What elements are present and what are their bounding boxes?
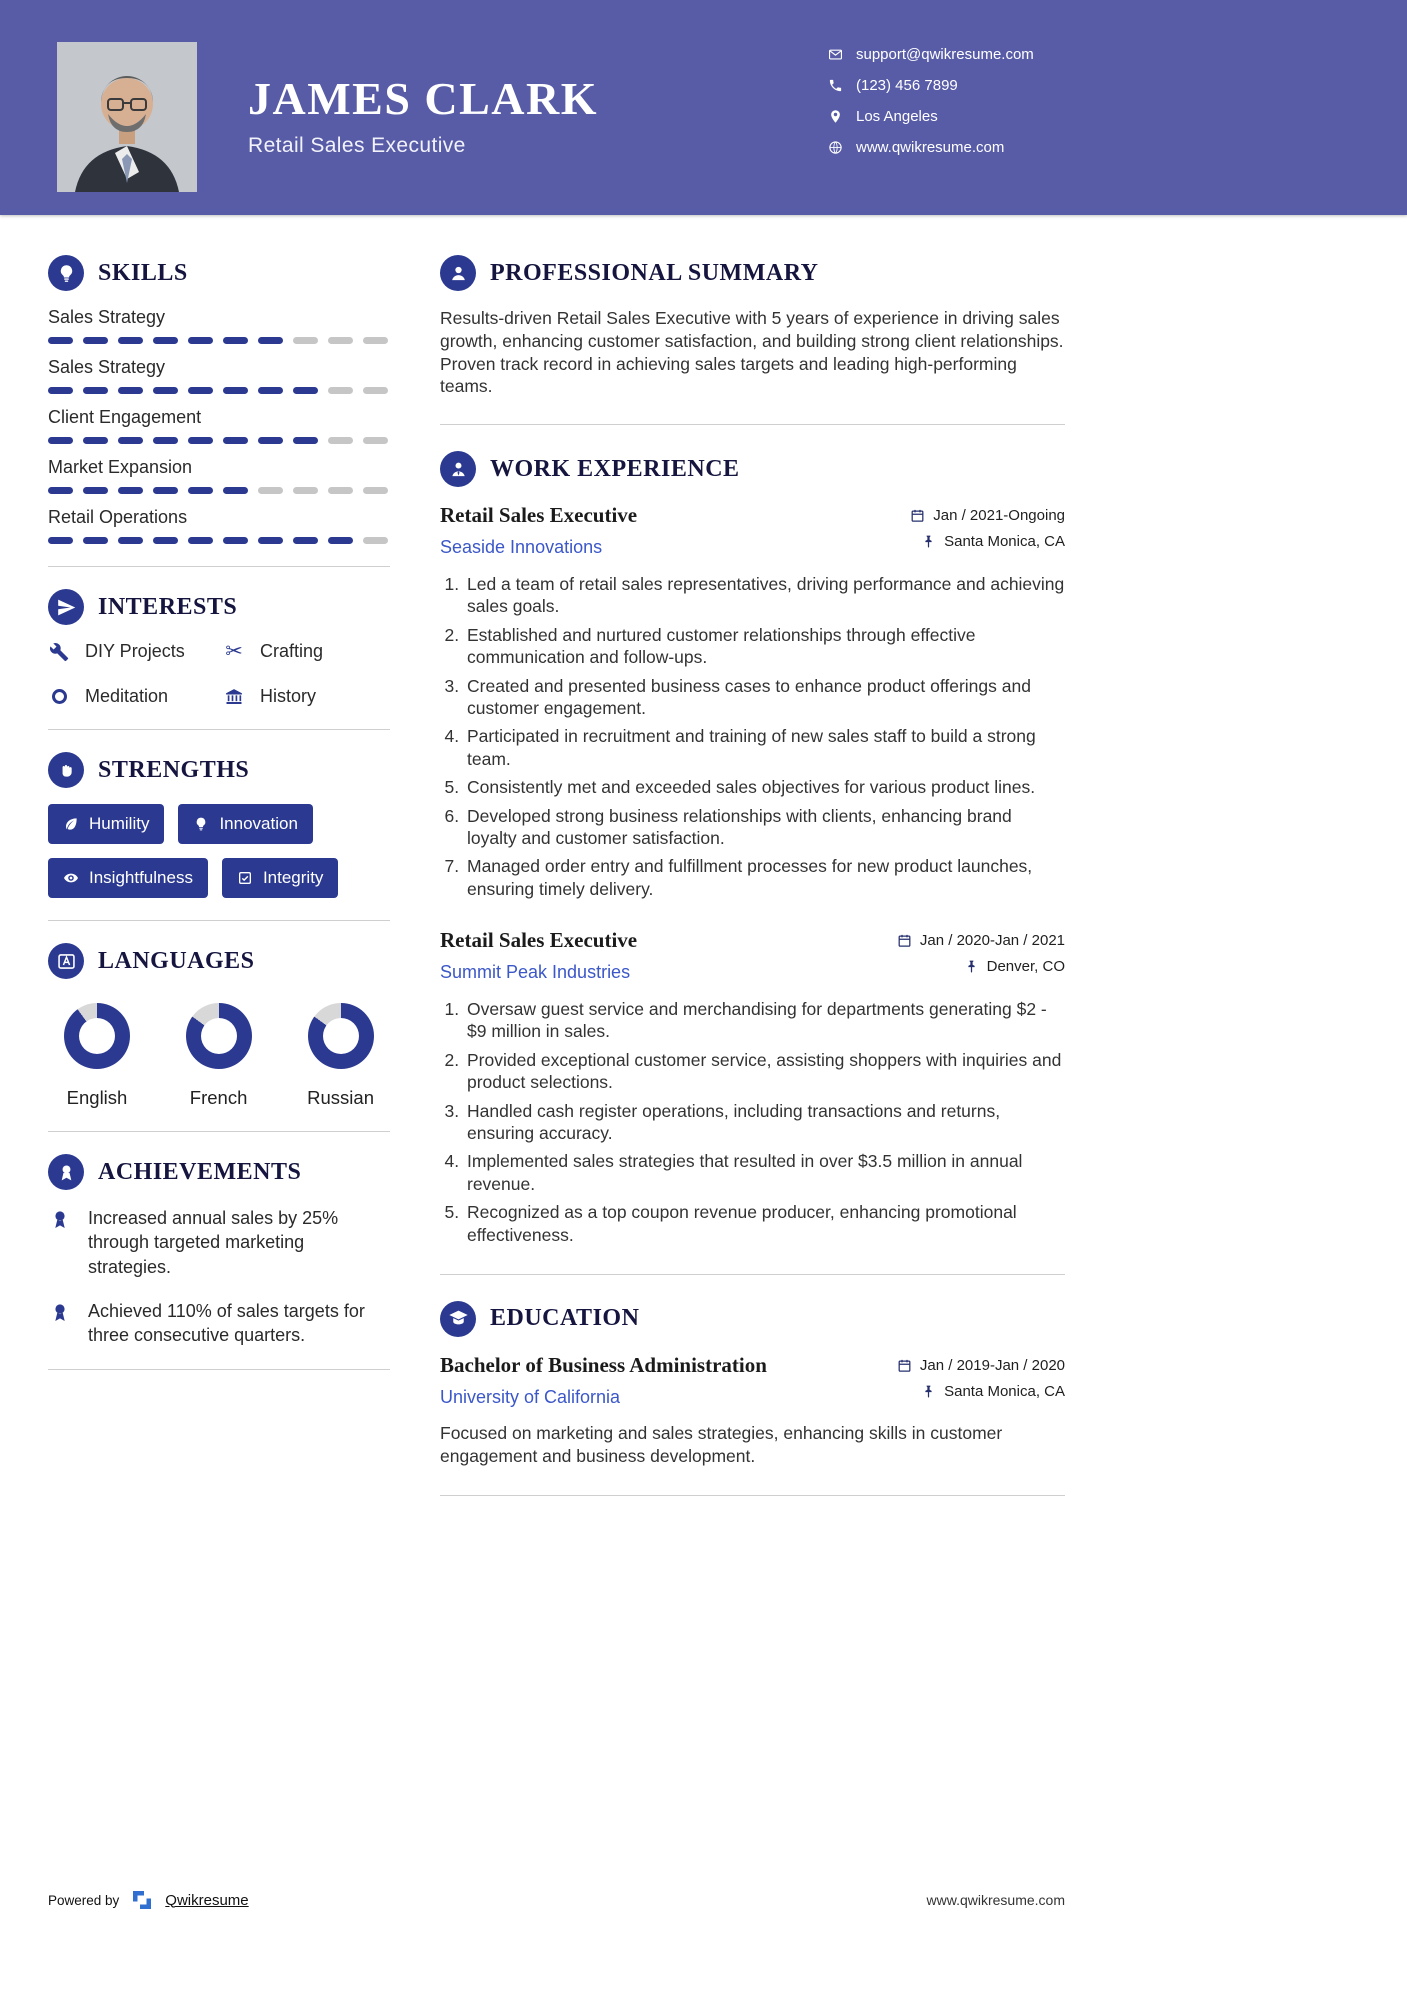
job-meta [910, 507, 1065, 550]
divider [440, 1274, 1065, 1275]
location-icon [828, 109, 843, 124]
contact-email-text: support@qwikresume.com [856, 46, 1034, 63]
strength-label: Innovation [219, 814, 298, 833]
education-title-block [440, 1353, 767, 1408]
skill-dash [48, 537, 73, 544]
skill-dash [48, 387, 73, 394]
skill-dash [363, 337, 388, 344]
language-label: English [66, 1087, 128, 1108]
person-icon [440, 255, 476, 291]
achievement-medal-icon [48, 1299, 72, 1325]
globe-icon [828, 140, 843, 155]
skill-dash [363, 387, 388, 394]
contact-phone [828, 77, 1034, 94]
achievement-medal-icon [48, 1206, 72, 1232]
divider [48, 566, 390, 567]
achievement-item [48, 1206, 390, 1279]
job-bullet: 1. Led a team of retail sales representatives, driving performance and achieving sales goals. [464, 573, 1065, 618]
medal-icon [48, 1154, 84, 1190]
skill-item [48, 457, 390, 494]
interest-item [48, 641, 215, 662]
graduation-cap-icon [440, 1301, 476, 1337]
job-bullet: 5. Consistently met and exceeded sales objectives for various product lines. [464, 776, 1065, 798]
skill-item [48, 407, 390, 444]
achievements-list [48, 1206, 390, 1347]
job-header [440, 503, 1065, 558]
skill-dash [258, 437, 283, 444]
skill-dash [328, 537, 353, 544]
skill-dash [188, 337, 213, 344]
job-location: Santa Monica, CA [944, 533, 1065, 550]
skill-dash [188, 537, 213, 544]
language-donut [64, 1003, 130, 1069]
skill-label: Sales Strategy [48, 307, 166, 327]
qwikresume-logo[interactable] [130, 1888, 154, 1912]
skill-dash [118, 387, 143, 394]
job-dates: Jan / 2020-Jan / 2021 [919, 932, 1065, 950]
contact-location [828, 108, 1034, 125]
contact-list [828, 46, 1034, 156]
footer-website: www.qwikresume.com [926, 1892, 1065, 1908]
languages-list [48, 995, 390, 1109]
job-dates-row [897, 932, 1065, 949]
skill-dash [328, 337, 353, 344]
scissors-icon: ✂ [225, 640, 243, 663]
skill-dash [83, 437, 108, 444]
divider [48, 920, 390, 921]
skill-dash [223, 487, 248, 494]
language-label: French [189, 1087, 248, 1108]
email-icon [828, 47, 843, 62]
eye-icon [63, 870, 79, 886]
skill-dash [153, 337, 178, 344]
skill-dash [293, 337, 318, 344]
calendar-icon [910, 508, 925, 523]
languages-section-heading [48, 943, 390, 979]
skill-level-bar [48, 487, 390, 494]
school-link[interactable]: University of California [440, 1386, 621, 1407]
lightbulb-icon [48, 255, 84, 291]
job-title-block [440, 928, 637, 983]
ring-icon [48, 689, 70, 704]
calendar-icon [897, 933, 912, 948]
education-title: EDUCATION [490, 1305, 640, 1332]
skill-dash [153, 487, 178, 494]
education-section-heading [440, 1301, 1065, 1337]
summary-text: Results-driven Retail Sales Executive with 5 years of experience in driving sales growth, enhancing customer satisfaction, and building strong client relationships. Proven track record in achieving sales targets and leading high-performing teams. [440, 308, 1064, 397]
strength-label: Insightfulness [89, 868, 193, 887]
skill-dash [258, 387, 283, 394]
job-bullet: 3. Handled cash register operations, including transactions and returns, ensuring accuracy. [464, 1100, 1065, 1145]
achievements-section-heading [48, 1154, 390, 1190]
skill-level-bar [48, 537, 390, 544]
pin-icon [921, 534, 936, 549]
skill-label: Client Engagement [48, 407, 202, 427]
profile-photo [57, 42, 197, 192]
skill-dash [223, 387, 248, 394]
job-bullet: 6. Developed strong business relationships with clients, enhancing brand loyalty and customer satisfaction. [464, 805, 1065, 850]
skill-level-bar [48, 337, 390, 344]
education-location-row [897, 1383, 1065, 1400]
left-column [48, 255, 390, 1522]
skill-label: Sales Strategy [48, 357, 166, 377]
skill-dash [188, 487, 213, 494]
divider [440, 424, 1065, 425]
job-bullet: 2. Provided exceptional customer service, assisting shoppers with inquiries and product selections. [464, 1049, 1065, 1094]
identity-block [248, 72, 598, 158]
summary-section-heading [440, 255, 1065, 291]
person-tie-icon [440, 451, 476, 487]
skill-dash [363, 437, 388, 444]
job-company-link[interactable]: Seaside Innovations [440, 537, 603, 557]
job-title: Retail Sales Executive [440, 503, 638, 527]
job-title: Retail Sales Executive [440, 928, 638, 953]
degree-title: Bachelor of Business Administration [440, 1352, 767, 1377]
skill-dash [328, 487, 353, 494]
skills-list [48, 307, 390, 544]
contact-website-text: www.qwikresume.com [856, 139, 1005, 156]
powered-by-block [48, 1888, 249, 1912]
phone-icon [828, 78, 843, 93]
bulb-icon [193, 816, 209, 832]
languages-title: LANGUAGES [98, 947, 255, 974]
powered-by-label: Powered by [48, 1892, 120, 1908]
achievement-text: Achieved 110% of sales targets for three consecutive quarters. [88, 1300, 365, 1346]
skill-item [48, 357, 390, 394]
skill-dash [293, 387, 318, 394]
skills-title: SKILLS [98, 259, 188, 286]
contact-location-text: Los Angeles [856, 108, 938, 125]
skill-item [48, 307, 390, 344]
check-square-icon [237, 870, 253, 886]
skill-dash [118, 487, 143, 494]
job-bullet: 4. Implemented sales strategies that resulted in over $3.5 million in annual revenue. [464, 1150, 1065, 1195]
skill-dash [363, 537, 388, 544]
translate-icon [48, 943, 84, 979]
education-dates-row [897, 1357, 1065, 1374]
contact-phone-text: (123) 456 7899 [856, 77, 958, 94]
experience-section-heading [440, 451, 1065, 487]
job-bullet: 4. Participated in recruitment and training of new sales staff to build a strong team. [464, 725, 1065, 770]
language-item [307, 1003, 374, 1109]
interest-label: Crafting [260, 641, 324, 661]
job-bullet: 3. Created and presented business cases to enhance product offerings and customer engagement. [464, 675, 1065, 720]
leaf-icon [63, 816, 79, 832]
skill-dash [118, 537, 143, 544]
skill-level-bar [48, 387, 390, 394]
skill-dash [83, 537, 108, 544]
skill-label: Market Expansion [48, 457, 193, 477]
pin-icon [964, 959, 979, 974]
skill-dash [153, 537, 178, 544]
skill-label: Retail Operations [48, 507, 188, 527]
interest-item [223, 686, 390, 707]
skill-dash [293, 537, 318, 544]
language-donut [186, 1003, 252, 1069]
skill-dash [258, 337, 283, 344]
skill-dash [83, 487, 108, 494]
profile-photo-image [57, 42, 197, 192]
skill-dash [153, 387, 178, 394]
education-dates: Jan / 2019-Jan / 2020 [919, 1356, 1065, 1374]
skill-dash [118, 337, 143, 344]
skill-dash [48, 437, 73, 444]
job-meta [897, 932, 1065, 975]
calendar-icon [897, 1358, 912, 1373]
interest-label: DIY Projects [85, 641, 185, 661]
skill-level-bar [48, 437, 390, 444]
skill-dash [48, 337, 73, 344]
education-description: Focused on marketing and sales strategies, enhancing skills in customer engagement and business development. [440, 1422, 1003, 1466]
job-entry [440, 928, 1065, 1246]
paper-plane-icon [48, 589, 84, 625]
skill-dash [48, 487, 73, 494]
achievements-title: ACHIEVEMENTS [98, 1158, 302, 1185]
experience-title: WORK EXPERIENCE [490, 455, 740, 482]
interests-list [48, 641, 390, 707]
strength-pill [222, 858, 338, 898]
achievement-text: Increased annual sales by 25% through targeted marketing strategies. [88, 1208, 339, 1277]
education-header [440, 1353, 1065, 1408]
job-bullet: 1. Oversaw guest service and merchandising for departments generating $2 - $9 million in sales. [464, 998, 1065, 1043]
skill-dash [188, 387, 213, 394]
job-location-row [897, 958, 1065, 975]
education-meta [897, 1357, 1065, 1400]
education-entry [440, 1353, 1065, 1468]
divider [48, 1131, 390, 1132]
education-location: Santa Monica, CA [944, 1382, 1065, 1400]
job-location-row [910, 533, 1065, 550]
interest-label: History [260, 686, 317, 706]
interest-item [223, 641, 390, 662]
job-location: Denver, CO [986, 958, 1065, 976]
fist-icon [48, 752, 84, 788]
job-bullet-list [440, 998, 1065, 1246]
skill-dash [83, 387, 108, 394]
language-donut [308, 1003, 374, 1069]
skill-dash [223, 537, 248, 544]
skill-dash [258, 487, 283, 494]
job-bullet: 2. Established and nurtured customer relationships through effective communication and follow-ups. [464, 624, 1065, 669]
qwikresume-link[interactable]: Qwikresume [165, 1891, 249, 1909]
skill-dash [153, 437, 178, 444]
person-title: Retail Sales Executive [248, 134, 466, 157]
contact-email[interactable] [828, 46, 1034, 63]
summary-title: PROFESSIONAL SUMMARY [490, 259, 819, 286]
skill-dash [83, 337, 108, 344]
job-dates: Jan / 2021-Ongoing [933, 507, 1065, 524]
skill-dash [363, 487, 388, 494]
interest-label: Meditation [85, 686, 169, 706]
job-entry [440, 503, 1065, 900]
job-bullet: 5. Recognized as a top coupon revenue producer, enhancing promotional effectiveness. [464, 1201, 1065, 1246]
strengths-title: STRENGTHS [98, 756, 250, 783]
pin-icon [921, 1384, 936, 1399]
right-column [440, 255, 1065, 1522]
strength-pill [48, 858, 208, 898]
skill-dash [223, 437, 248, 444]
job-bullet-list [440, 573, 1065, 900]
skill-dash [223, 337, 248, 344]
strength-pill [48, 804, 164, 844]
interest-item [48, 686, 215, 707]
job-header [440, 928, 1065, 983]
skill-dash [293, 437, 318, 444]
skill-dash [258, 537, 283, 544]
job-dates-row [910, 507, 1065, 524]
contact-website[interactable] [828, 139, 1034, 156]
skill-dash [188, 437, 213, 444]
interests-title: INTERESTS [98, 593, 238, 620]
wrench-icon [48, 642, 70, 662]
skill-dash [328, 437, 353, 444]
skill-dash [293, 487, 318, 494]
language-label: Russian [307, 1087, 374, 1108]
strength-pill [178, 804, 312, 844]
person-name: JAMES CLARK [248, 73, 599, 124]
interests-section-heading [48, 589, 390, 625]
skill-dash [118, 437, 143, 444]
achievement-item [48, 1299, 390, 1348]
main-content [0, 215, 1407, 1522]
skills-section-heading [48, 255, 390, 291]
divider [48, 1369, 390, 1370]
header-banner [0, 0, 1407, 215]
museum-icon [223, 687, 245, 707]
job-title-block [440, 503, 637, 558]
strength-label: Humility [89, 814, 150, 833]
divider [440, 1495, 1065, 1496]
strengths-list [48, 804, 390, 898]
job-bullet: 7. Managed order entry and fulfillment processes for new product launches, ensuring timely delivery. [464, 855, 1065, 900]
language-item [64, 1003, 130, 1109]
language-item [186, 1003, 252, 1109]
page-footer [48, 1888, 1065, 1912]
skill-item [48, 507, 390, 544]
job-company-link[interactable]: Summit Peak Industries [440, 962, 631, 983]
strength-label: Integrity [262, 868, 324, 887]
strengths-section-heading [48, 752, 390, 788]
skill-dash [328, 387, 353, 394]
divider [48, 729, 390, 730]
